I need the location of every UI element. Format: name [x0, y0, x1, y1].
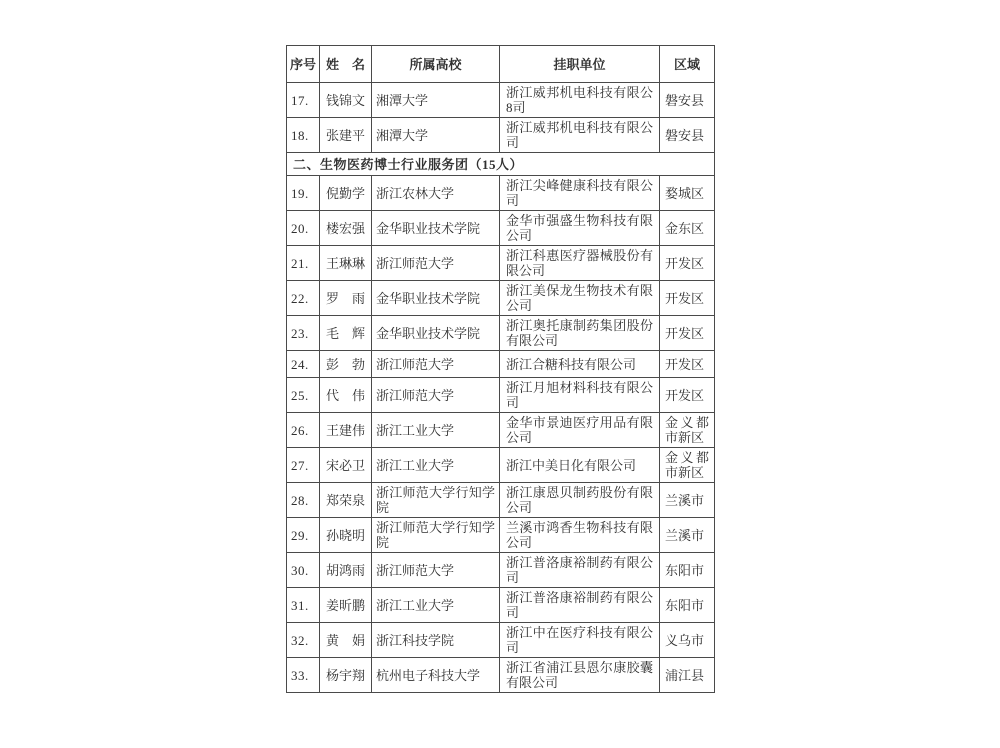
- cell-school: 湘潭大学: [372, 118, 500, 153]
- cell-region: 金东区: [660, 211, 715, 246]
- table-row: [287, 351, 715, 378]
- cell-no: 32.: [287, 623, 320, 658]
- cell-company: 金华市强盛生物科技有限公司: [500, 211, 660, 246]
- cell-no: 17.: [287, 83, 320, 118]
- cell-region: 磐安县: [660, 118, 715, 153]
- cell-company: 浙江月旭材料科技有限公司: [500, 378, 660, 413]
- cell-company: 浙江康恩贝制药股份有限公司: [500, 483, 660, 518]
- cell-no: 26.: [287, 413, 320, 448]
- cell-region: 东阳市: [660, 588, 715, 623]
- cell-school: 浙江师范大学: [372, 351, 500, 378]
- cell-company: 浙江美保龙生物技术有限公司: [500, 281, 660, 316]
- table-row: [287, 588, 715, 623]
- table-body: [287, 83, 715, 693]
- cell-school: 杭州电子科技大学: [372, 658, 500, 693]
- cell-company: 浙江普洛康裕制药有限公司: [500, 588, 660, 623]
- cell-name: 姜昕鹏: [320, 588, 372, 623]
- cell-name: 郑荣泉: [320, 483, 372, 518]
- table-row: [287, 83, 715, 118]
- cell-region: 磐安县: [660, 83, 715, 118]
- cell-no: 21.: [287, 246, 320, 281]
- table-head: [287, 46, 715, 83]
- cell-company: 浙江合糖科技有限公司: [500, 351, 660, 378]
- cell-school: 浙江工业大学: [372, 413, 500, 448]
- cell-school: 浙江师范大学: [372, 246, 500, 281]
- cell-no: 33.: [287, 658, 320, 693]
- table-row: [287, 316, 715, 351]
- cell-no: 22.: [287, 281, 320, 316]
- table-row: [287, 378, 715, 413]
- cell-region: 开发区: [660, 316, 715, 351]
- cell-region: 义乌市: [660, 623, 715, 658]
- cell-name: 毛 辉: [320, 316, 372, 351]
- table-row: [287, 246, 715, 281]
- cell-company: 金华市景迪医疗用品有限公司: [500, 413, 660, 448]
- table-row: [287, 658, 715, 693]
- cell-name: 孙晓明: [320, 518, 372, 553]
- cell-company: 浙江中在医疗科技有限公司: [500, 623, 660, 658]
- cell-no: 29.: [287, 518, 320, 553]
- cell-school: 浙江师范大学行知学院: [372, 518, 500, 553]
- table-row: [287, 413, 715, 448]
- table-row: [287, 553, 715, 588]
- cell-school: 浙江科技学院: [372, 623, 500, 658]
- cell-school: 浙江师范大学: [372, 378, 500, 413]
- document-page: [286, 45, 714, 693]
- table-row: [287, 483, 715, 518]
- cell-name: 彭 勃: [320, 351, 372, 378]
- cell-company: 浙江威邦机电科技有限公8司: [500, 83, 660, 118]
- cell-region: 婺城区: [660, 176, 715, 211]
- header-row: [287, 46, 715, 83]
- column-header-no: 序号: [287, 46, 320, 83]
- cell-school: 浙江师范大学: [372, 553, 500, 588]
- cell-school: 金华职业技术学院: [372, 316, 500, 351]
- table-row: [287, 211, 715, 246]
- cell-name: 王琳琳: [320, 246, 372, 281]
- section-title: 二、生物医药博士行业服务团（15人）: [287, 153, 715, 176]
- cell-region: 兰溪市: [660, 483, 715, 518]
- cell-company: 浙江中美日化有限公司: [500, 448, 660, 483]
- cell-name: 楼宏强: [320, 211, 372, 246]
- cell-region: 开发区: [660, 246, 715, 281]
- cell-name: 倪勤学: [320, 176, 372, 211]
- table-row: [287, 623, 715, 658]
- cell-company: 浙江省浦江县恩尔康胶囊有限公司: [500, 658, 660, 693]
- cell-school: 浙江工业大学: [372, 588, 500, 623]
- cell-no: 20.: [287, 211, 320, 246]
- cell-region: 东阳市: [660, 553, 715, 588]
- cell-region: 开发区: [660, 351, 715, 378]
- cell-region: 浦江县: [660, 658, 715, 693]
- cell-region: 兰溪市: [660, 518, 715, 553]
- section-row: [287, 153, 715, 176]
- cell-name: 胡鸿雨: [320, 553, 372, 588]
- cell-name: 钱锦文: [320, 83, 372, 118]
- cell-company: 浙江尖峰健康科技有限公司: [500, 176, 660, 211]
- cell-company: 兰溪市鸿香生物科技有限公司: [500, 518, 660, 553]
- cell-name: 杨宇翔: [320, 658, 372, 693]
- cell-company: 浙江威邦机电科技有限公司: [500, 118, 660, 153]
- cell-no: 24.: [287, 351, 320, 378]
- cell-company: 浙江奥托康制药集团股份有限公司: [500, 316, 660, 351]
- table-row: [287, 118, 715, 153]
- cell-school: 浙江农林大学: [372, 176, 500, 211]
- cell-no: 30.: [287, 553, 320, 588]
- cell-region: 开发区: [660, 378, 715, 413]
- cell-company: 浙江科惠医疗器械股份有限公司: [500, 246, 660, 281]
- column-header-school: 所属高校: [372, 46, 500, 83]
- cell-company: 浙江普洛康裕制药有限公司: [500, 553, 660, 588]
- cell-name: 张建平: [320, 118, 372, 153]
- table-row: [287, 281, 715, 316]
- cell-no: 31.: [287, 588, 320, 623]
- table-row: [287, 518, 715, 553]
- table-row: [287, 448, 715, 483]
- cell-school: 金华职业技术学院: [372, 281, 500, 316]
- cell-no: 28.: [287, 483, 320, 518]
- cell-name: 黄 娟: [320, 623, 372, 658]
- cell-no: 23.: [287, 316, 320, 351]
- column-header-company: 挂职单位: [500, 46, 660, 83]
- column-header-name: 姓 名: [320, 46, 372, 83]
- cell-no: 19.: [287, 176, 320, 211]
- cell-name: 王建伟: [320, 413, 372, 448]
- cell-no: 18.: [287, 118, 320, 153]
- column-header-region: 区域: [660, 46, 715, 83]
- cell-no: 25.: [287, 378, 320, 413]
- cell-no: 27.: [287, 448, 320, 483]
- cell-region: 金义都市新区: [660, 448, 715, 483]
- table-row: [287, 176, 715, 211]
- cell-school: 浙江工业大学: [372, 448, 500, 483]
- cell-school: 湘潭大学: [372, 83, 500, 118]
- cell-name: 代 伟: [320, 378, 372, 413]
- cell-region: 金义都市新区: [660, 413, 715, 448]
- cell-region: 开发区: [660, 281, 715, 316]
- secondment-table: [286, 45, 715, 693]
- cell-name: 罗 雨: [320, 281, 372, 316]
- cell-school: 浙江师范大学行知学院: [372, 483, 500, 518]
- cell-school: 金华职业技术学院: [372, 211, 500, 246]
- cell-name: 宋必卫: [320, 448, 372, 483]
